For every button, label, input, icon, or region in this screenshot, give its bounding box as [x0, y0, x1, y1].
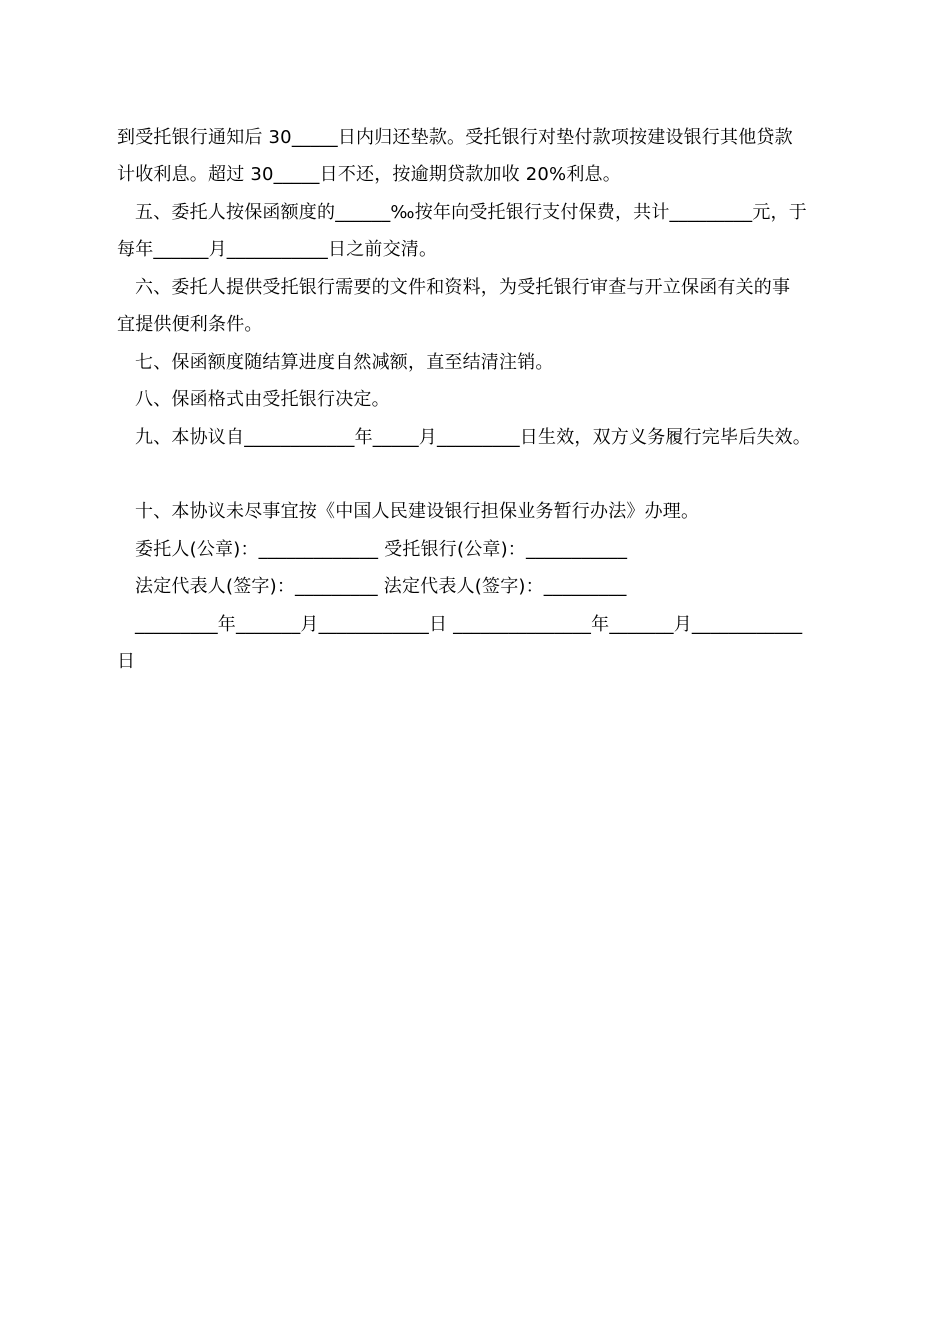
clause-6-line-1: 六、委托人提供受托银行需要的文件和资料，为受托银行审查与开立保函有关的事 [135, 277, 791, 298]
clause-7: 七、保函额度随结算进度自然减额，直至结清注销。 [135, 352, 554, 373]
clause-4-line-2: 计收利息。超过 30_____日不还，按逾期贷款加收 20%利息。 [117, 164, 621, 185]
clause-4-line-1: 到受托银行通知后 30_____日内归还垫款。受托银行对垫付款项按建设银行其他贷款 [117, 127, 793, 148]
signature-seal-row: 委托人(公章)：_____________ 受托银行(公章)：___________ [135, 539, 628, 560]
clause-6-line-2: 宜提供便利条件。 [117, 314, 263, 335]
clause-5-line-2: 每年______月___________日之前交清。 [117, 239, 438, 260]
clause-9: 九、本协议自____________年_____月_________日生效，双方义务履行完毕后失效。 [135, 427, 811, 448]
clause-8: 八、保函格式由受托银行决定。 [135, 389, 390, 410]
signature-date-row-end: 日 [117, 651, 136, 672]
signature-representative-row: 法定代表人(签字)：_________ 法定代表人(签字)：_________ [135, 576, 627, 597]
signature-date-row: _________年_______月____________日 _______________年_______月____________ [135, 614, 803, 635]
clause-10: 十、本协议未尽事宜按《中国人民建设银行担保业务暂行办法》办理。 [135, 501, 700, 522]
clause-5-line-1: 五、委托人按保函额度的______‰按年向受托银行支付保费，共计_________元，于 [135, 202, 807, 223]
